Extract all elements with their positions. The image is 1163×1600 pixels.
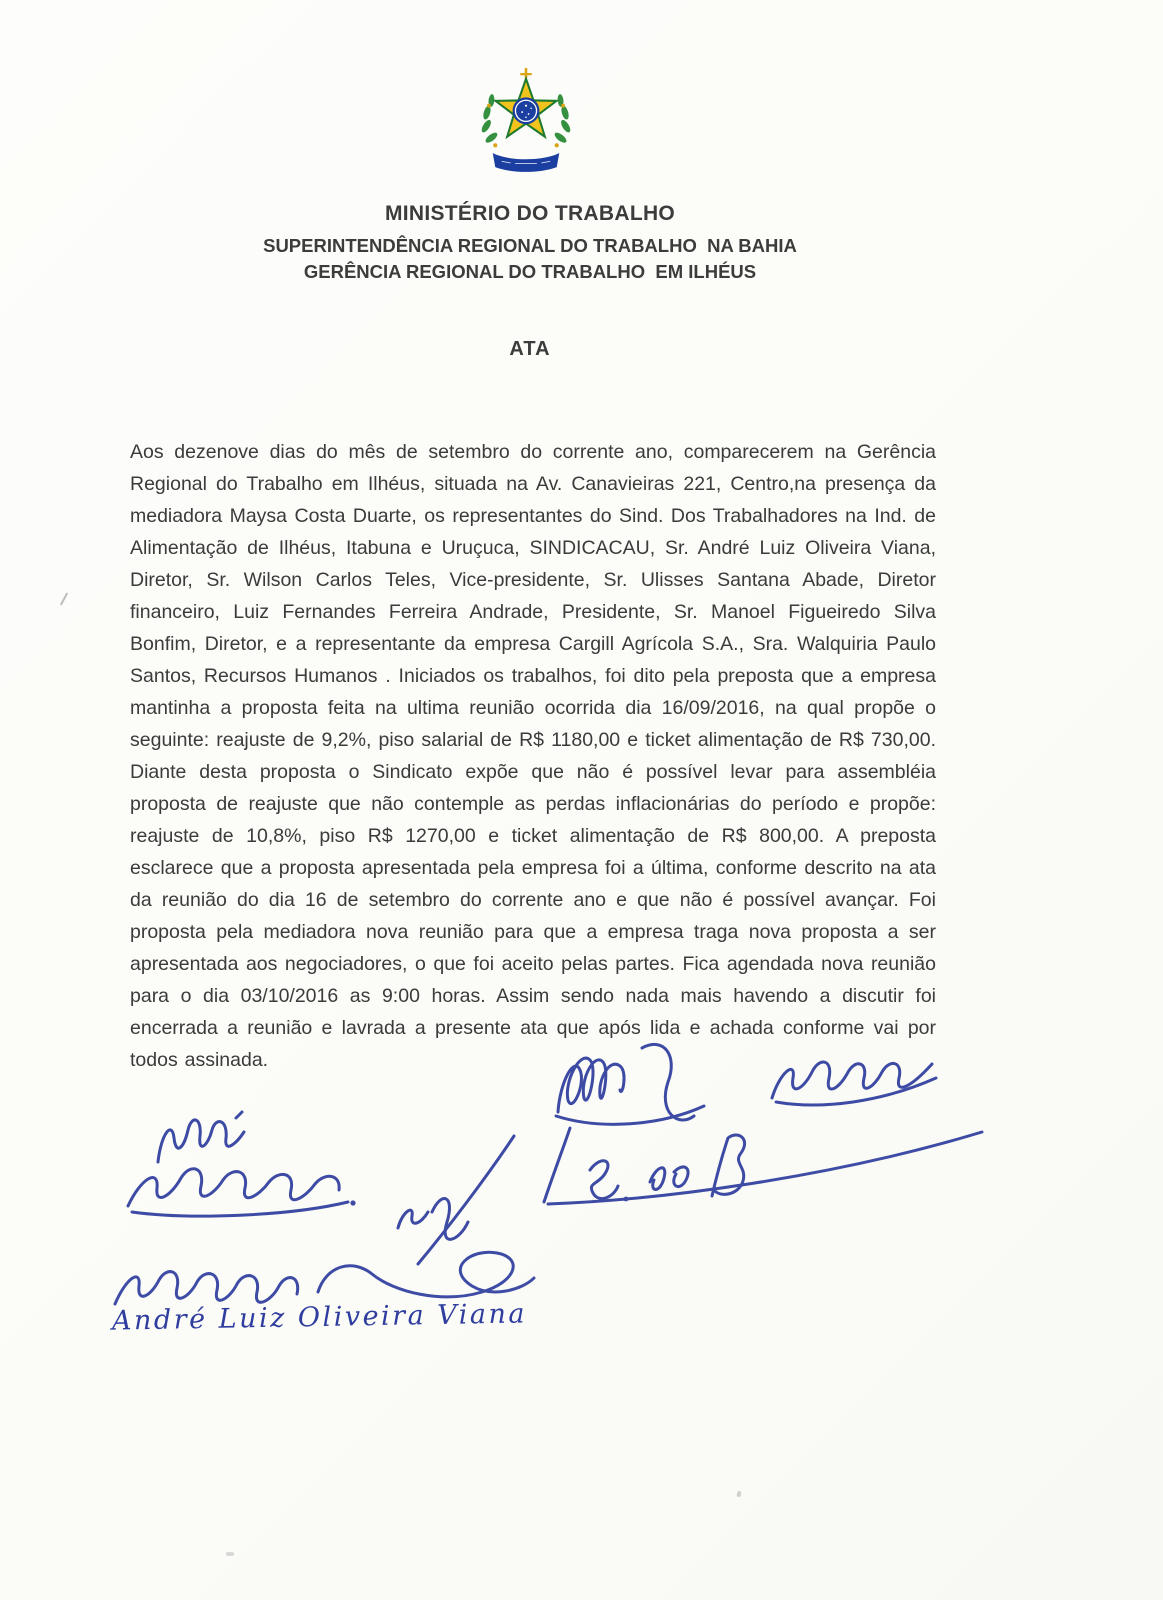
emblem-ribbon (493, 153, 560, 172)
signatures-area (0, 1020, 1163, 1400)
signature-3-icon (158, 1112, 244, 1162)
signature-2-icon (772, 1062, 936, 1105)
minutes-body-paragraph: Aos dezenove dias do mês de setembro do corrente ano, comparecerem na Gerência Regional do Trabalho em Ilhéus, situada na Av. Canavieiras 221, Centro,na presença da mediadora Maysa Costa Duarte, os representantes do Sind. Dos Trabalhadores na Ind. de Alimentação de Ilhéus, Itabuna e Uruçuca, SINDICACAU, Sr. André Luiz Oliveira Viana, Diretor, Sr. Wilson Carlos Teles, Vice-presidente, Sr. Ulisses Santana Abade, Diretor financeiro, Luiz Fernandes Ferreira Andrade, Presidente, Sr. Manoel Figueiredo Silva Bonfim, Diretor, e a representante da empresa Cargill Agrícola S.A., Sra. Walquiria Paulo Santos, Recursos Humanos . Iniciados os trabalhos, foi dito pela preposta que a empresa mantinha a proposta feita na ultima reunião ocorrida dia 16/09/2016, na qual propõe o seguinte: reajuste de 9,2%, piso salarial de R$ 1180,00 e ticket alimentação de R$ 730,00. Diante desta proposta o Sindicato expõe que não é possível levar para assembléia proposta de reajuste que não contemple as perdas inflacionárias do período e propõe: reajuste de 10,8%, piso R$ 1270,00 e ticket alimentação de R$ 800,00. A preposta esclarece que a proposta apresentada pela empresa foi a última, conforme descrito na ata da reunião do dia 16 de setembro do corrente ano e que não é possível avançar. Foi proposta pela mediadora nova reunião para que a empresa traga nova proposta a ser apresentada aos negociadores, o que foi aceito pelas partes. Fica agendada nova reunião para o dia 03/10/2016 as 9:00 horas. Assim sendo nada mais havendo a discutir foi encerrada a reunião e lavrada a presente ata que após lida e achada conforme vai por todos assinada. (130, 441, 936, 1071)
regional-management-title: GERÊNCIA REGIONAL DO TRABALHO EM ILHÉUS (303, 261, 757, 282)
emblem-star (493, 76, 560, 140)
signature-4-icon (128, 1169, 356, 1216)
signature-7-icon (115, 1252, 534, 1304)
superintendence-title: SUPERINTENDÊNCIA REGIONAL DO TRABALHO NA BAHIA (263, 235, 797, 256)
ministry-title: MINISTÉRIO DO TRABALHO (384, 202, 676, 225)
handwritten-name-andre-luiz-oliveira-viana: André Luiz Oliveira Viana (111, 1298, 528, 1337)
scan-artifact-dot (226, 1552, 234, 1556)
signature-5-icon (398, 1136, 514, 1264)
signature-1-icon (556, 1044, 704, 1124)
signature-6-icon (544, 1128, 982, 1204)
document-header (0, 202, 1060, 285)
scan-artifact-dot (736, 1491, 741, 1498)
scan-artifact-tick (60, 592, 68, 605)
brazil-coat-of-arms-icon (462, 64, 590, 196)
document-title: ATA (509, 338, 551, 360)
